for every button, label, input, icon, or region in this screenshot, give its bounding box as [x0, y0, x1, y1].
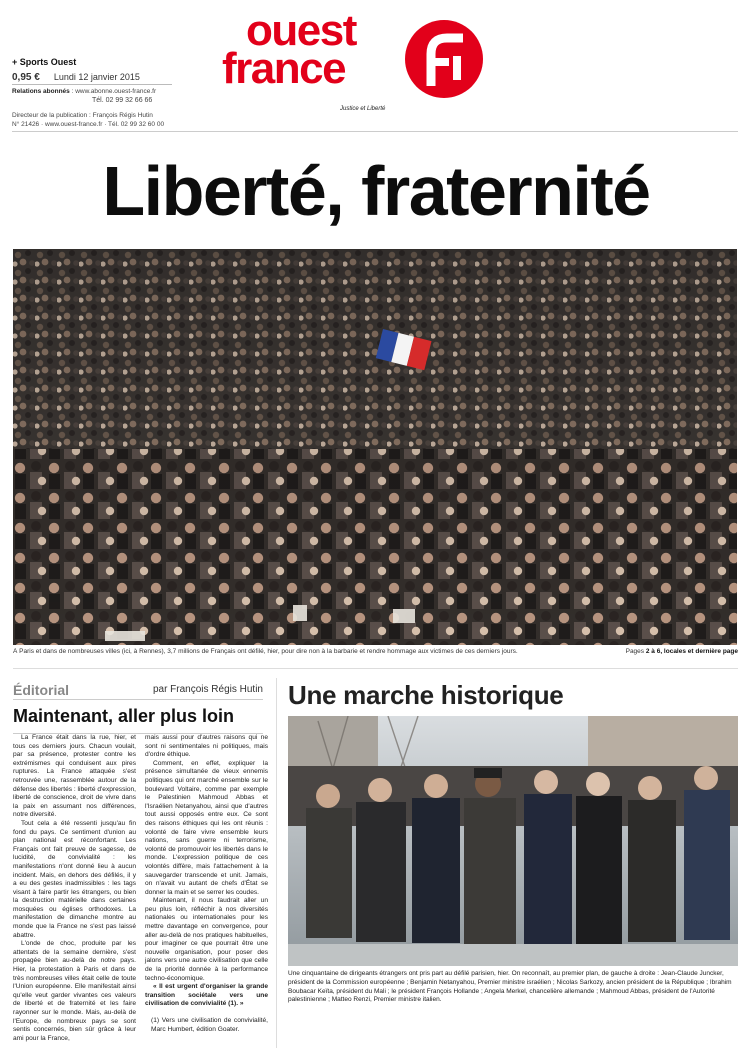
price: 0,95 €	[12, 72, 40, 83]
logo-line-ouest: ouest	[246, 6, 356, 55]
editorial-byline: par François Régis Hutin	[152, 684, 263, 695]
pages-numbers: 2 à 6, locales et dernière page	[645, 648, 738, 655]
editorial-body	[13, 734, 268, 1043]
logo-wordmark	[222, 6, 356, 93]
main-photo-caption: À Paris et dans de nombreuses villes (ici, à Rennes), 3,7 millions de Français ont défilé, hier, pour dire non à la barbarie et rendre hommage aux victimes de ces derniers jours.	[13, 648, 518, 655]
editorial-title[interactable]: Maintenant, aller plus loin	[13, 706, 263, 734]
photo-divider	[13, 668, 738, 669]
editorial-paragraph: Tout cela a été ressenti jusqu'au fin fond du pays. Ce sentiment d'union au plan national est réconfortant. Les Français ont fait preuve de sagesse, de lucidité, de convivialité : les manifestations n'ont donné lieu à aucun incident. Mais, en dehors des défilés, il y a eu des gestes inadmissibles : les tags visant à faire partir les étrangers, ou bien la destruction matérielle dans certaines mosquées ou églises orthodoxes. La manifestation de dimanche montre au monde que la France ne s'est pas laissé abattre.	[13, 819, 136, 939]
editorial-paragraph: Comment, en effet, expliquer la présence simultanée de vieux ennemis politiques qui ont marché ensemble sur le boulevard Voltaire, comme par exemple le Palestinien Mahmoud Abbas et l'Israélien Netanyahou, ainsi que d'autres tout aussi opposés entre eux. Ce sont des raisons éthiques qui les ont réunis : volonté de faire vivre ensemble leurs nations, sans guerre ni terrorisme, volonté de promouvoir les libertés dans le monde. L'expression politique de ces volontés diffère, mais l'attachement à la sauvegarder transcende et unit. Jamais, on n'avait vu autant de chefs d'État se donner la main et se serrer les coudes.	[145, 759, 268, 896]
sports-ouest-link[interactable]: + Sports Ouest	[12, 57, 77, 67]
masthead-divider	[12, 131, 738, 132]
subs-label: Relations abonnés	[12, 88, 70, 95]
editorial-paragraph: Maintenant, il nous faudrait aller un peu plus loin, réfléchir à nos diversités nationales ou internationales pour les mettre davantage en convergence, pour aller au-delà de nos pratiques habituelles, pour imaginer ce que pourrait être une nouvelle organisation, pour poser des jalons vers une autre civilisation que celle de la priorité donnée à la performance techno-économique.	[145, 897, 268, 982]
logo-line-france: france	[222, 44, 346, 93]
price-date-row	[12, 73, 172, 85]
editorial-footnote: (1) Vers une civilisation de convivialité, Marc Humbert, édition Goater.	[151, 1017, 268, 1033]
crowd-photo-graphic	[13, 249, 737, 645]
issue-date: Lundi 12 janvier 2015	[53, 72, 140, 82]
editorial-header	[13, 680, 263, 700]
editorial-kicker: Éditorial	[13, 682, 70, 698]
ouest-france-logo[interactable]	[222, 6, 492, 122]
column-divider	[276, 678, 277, 1048]
subs-url[interactable]: : www.abonne.ouest-france.fr	[71, 88, 157, 95]
main-headline[interactable]: Liberté, fraternité	[102, 152, 650, 230]
editorial-column-2	[145, 734, 268, 1043]
editorial-column-1	[13, 734, 136, 1043]
ouest-france-logo-icon	[405, 20, 483, 98]
masthead-info	[12, 58, 172, 129]
pages-prefix: Pages	[625, 648, 645, 655]
story-title[interactable]: Une marche historique	[288, 680, 564, 710]
story-photo-caption: Une cinquantaine de dirigeants étrangers ont pris part au défilé parisien, hier. On reconnaît, au premier plan, de gauche à droite : Jean-Claude Juncker, président de la Commission européenne ; Benjamin Netanyahou, Premier ministre israélien ; Nicolas Sarkozy, ancien président de la République ; Ibrahim Boubacar Keïta, président du Mali ; le président François Hollande ; Angela Merkel, chancelière allemande ; Mahmoud Abbas, président de l'Autorité palestinienne ; Matteo Renzi, Premier ministre italien.	[288, 970, 732, 1004]
leaders-photo-graphic	[288, 716, 738, 966]
logo-tagline: Justice et Liberté	[340, 106, 386, 112]
main-photo-crowd[interactable]	[13, 249, 737, 645]
subs-tel: Tél. 02 99 32 66 66	[92, 97, 153, 104]
pages-reference[interactable]	[616, 648, 738, 655]
issue-number: N° 21426 · www.ouest-france.fr · Tél. 02 99 32 60 00	[12, 121, 165, 128]
editorial-paragraph: L'onde de choc, produite par les attentats de la semaine dernière, s'est propagée bien au-delà de notre pays. Hier, la protestation à Paris et dans de très nombreuses villes était celle de toute l'Union européenne. Elle manifestait ainsi qu'elle veut garder vivantes ces valeurs de liberté et de fraternité et les faire rayonner sur le monde. Mais, au-delà de l'Europe, de nombreux pays se sont sentis concernés, bien sûr grâce à leur ami pour la France,	[13, 940, 136, 1042]
subscriber-relations	[12, 87, 172, 96]
editorial-quote: « Il est urgent d'organiser la grande transition sociétale vers une civilisation de convivialité (1). »	[145, 983, 268, 1008]
publication-director: Directeur de la publication : François Régis Hutin	[12, 112, 153, 119]
story-photo-leaders[interactable]	[288, 716, 738, 966]
editorial-paragraph: La France était dans la rue, hier, et tous ces derniers jours. Chacun voulait, par sa présence, protester contre les extrémismes qui conduisent aux pires ruptures. La France attaquée s'est retrouvée une, rassemblée autour de la défense des libertés : liberté d'expression, liberté de conscience, droit de vivre dans la paix en assumant nos différences, notre diversité.	[13, 734, 136, 819]
editorial-paragraph: mais aussi pour d'autres raisons qui ne sont ni sentimentales ni politiques, mais d'ordre éthique.	[145, 734, 268, 759]
